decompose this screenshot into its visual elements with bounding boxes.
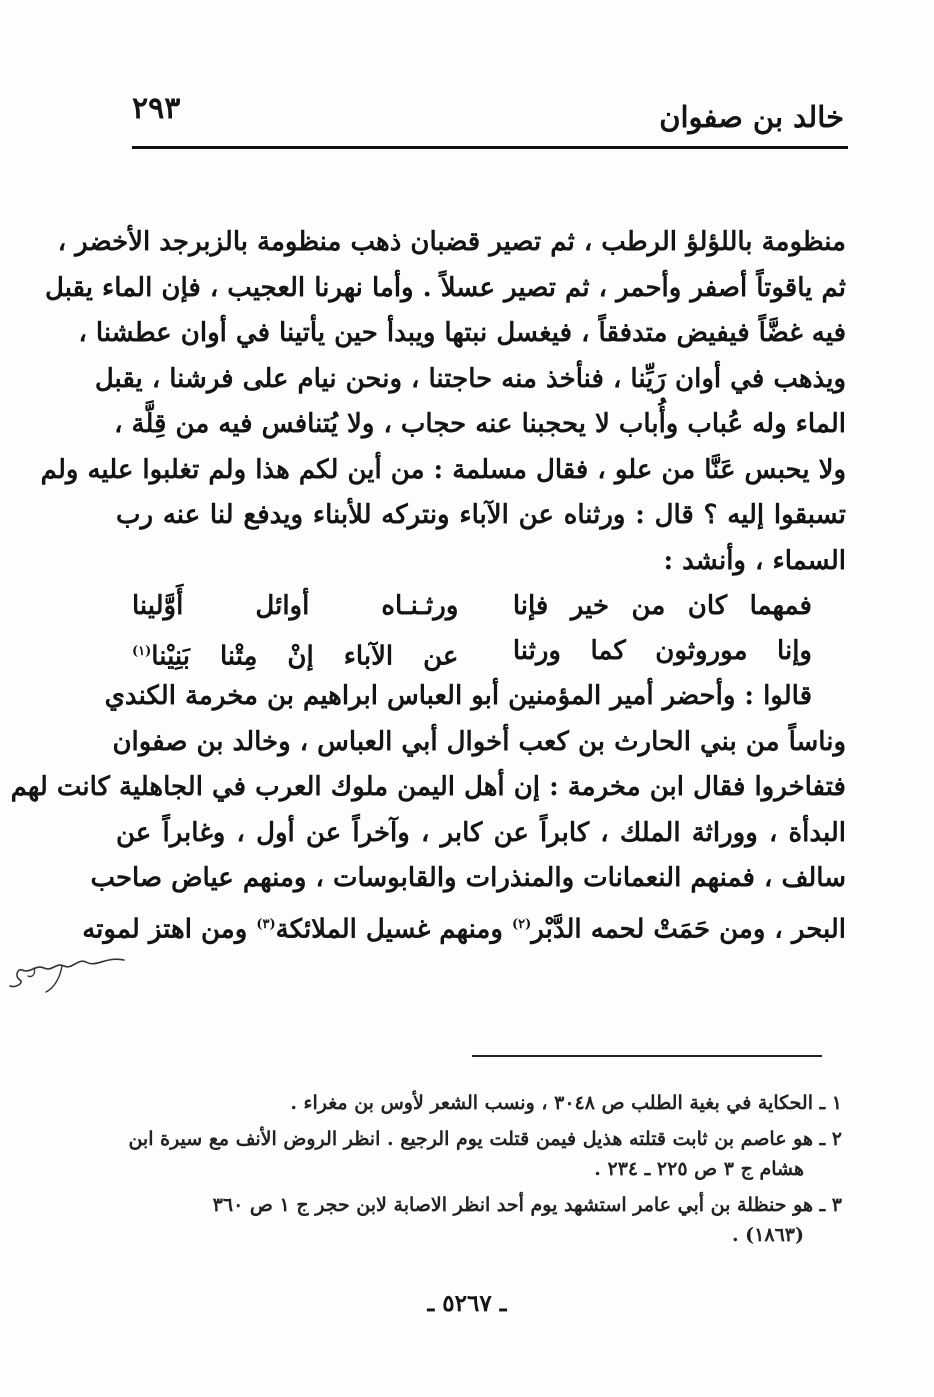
poem-second-hemistich-text: عن الآباء إنْ مِتْنا بَنِيْنا [151,641,459,672]
poem-second-hemistich [132,629,458,674]
footnote-line: (١٨٦٣) . [731,1224,804,1246]
running-title: خالد بن صفوان [659,100,844,134]
handwritten-margin-note [6,948,126,1008]
page-header [132,92,844,144]
footnote-marker: (٣) [256,916,276,932]
text-line: البدأة ، ووراثة الملك ، كابراً عن كابر ، وآخراً عن أول ، وغابراً عن [116,817,846,848]
footnote-line: ٣ ـ هو حنظلة بن أبي عامر استشهد يوم أحد انظر الاصابة لابن حجر ج ١ ص ٣٦٠ [212,1194,842,1216]
text-line: ثم ياقوتاً أصفر وأحمر ، ثم تصير عسلاً . وأما نهرنا العجيب ، فإن الماء يقبل [45,272,846,303]
text-line: السماء ، وأنشد : [663,545,846,576]
text-line [82,902,846,948]
text-line: منظومة باللؤلؤ الرطب ، ثم تصير قضبان ذهب منظومة بالزبرجد الأخضر ، [57,227,846,257]
page-number-top: ٢٩٣ [132,91,181,126]
footnote-line: ١ ـ الحكاية في بغية الطلب ص ٣٠٤٨ ، ونسب الشعر لأوس بن مغراء . [290,1092,842,1114]
footnotes [96,1088,842,1250]
text-line: قالوا : وأحضر أمير المؤمنين أبو العباس ابراهيم بن مخرمة الكندي [104,681,812,711]
text-line: سالف ، فمنهم النعمانات والمنذرات والقابوسات ، ومنهم عياض صاحب [90,863,846,893]
text-fragment: ومن اهتز لموته [82,914,257,945]
text-line: الماء وله عُباب وأُباب لا يحجبنا عنه حجاب ، ولا يُتنافس فيه من قِلَّة ، [114,409,846,439]
footnote-line: هشام ج ٣ ص ٢٢٥ ـ ٢٣٤ . [594,1158,804,1180]
text-line: ويذهب في أوان رَيِّنا ، فنأخذ منه حاجتنا ، ونحن نيام على فرشنا ، يقبل [94,363,846,394]
text-line: فيه غضَّاً فيفيض متدفقاً ، فيغسل نبتها ويبدأ حين يأتينا في أوان عطشنا ، [78,318,846,348]
poem-second-hemistich: ورثـنـاه أوائل أَوَّلينا [132,591,459,621]
poem-verse [116,584,846,629]
footnote-rule [472,1055,822,1057]
text-fragment: البحر ، ومن حَمَتْ لحمه الدَّبْر [531,914,846,945]
footnote-marker: (٢) [511,916,532,932]
page-number-bottom: ـ ٥٢٦٧ ـ [427,1290,507,1317]
poem-verse [116,629,846,674]
footnote-marker: (١) [132,644,152,659]
poem-first-hemistich: فمهما كان من خير فإنا [512,591,812,621]
body-text [10,220,846,947]
text-line: تسبقوا إليه ؟ قال : ورثناه عن الآباء ونتركه للأبناء ويدفع لنا عنه رب [116,500,846,530]
text-line: ولا يحبس عَنَّا من علو ، فقال مسلمة : من أين لكم هذا ولم تغلبوا عليه ولم [40,454,846,485]
text-line: فتفاخروا فقال ابن مخرمة : إن أهل اليمن ملوك العرب في الجاهلية كانت لهم [10,772,846,802]
header-rule [132,146,848,149]
text-fragment: ومنهم غسيل الملائكة [275,914,512,945]
poem-first-hemistich: وإنا موروثون كما ورثنا [512,636,812,666]
text-line: وناساً من بني الحارث بن كعب أخوال أبي العباس ، وخالد بن صفوان [112,726,846,757]
footnote-line: ٢ ـ هو عاصم بن ثابت قتلته هذيل فيمن قتلت يوم الرجيع . انظر الروض الأنف مع سيرة ابن [128,1128,842,1150]
handwriting-scribble-icon [6,948,126,1008]
